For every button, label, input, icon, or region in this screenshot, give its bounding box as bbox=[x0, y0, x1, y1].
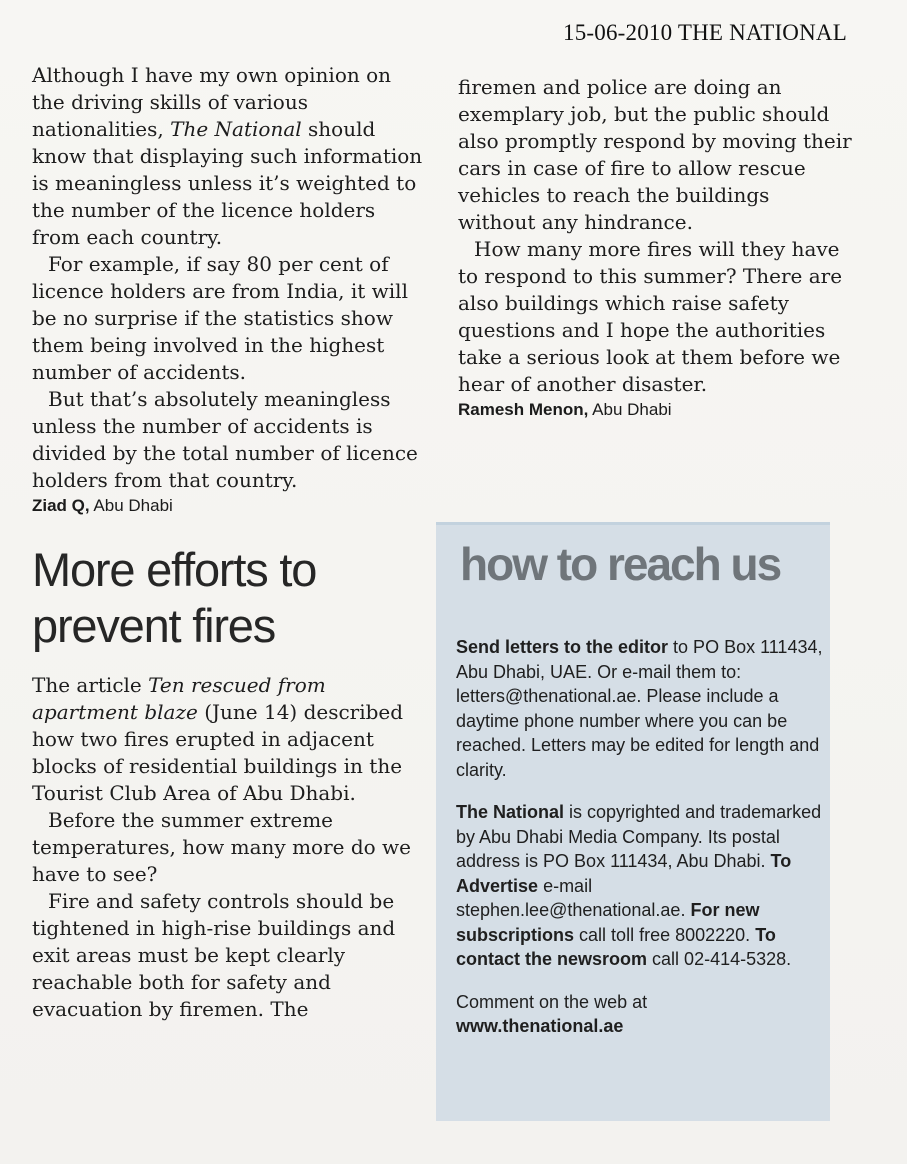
web-comment-line: Comment on the web at bbox=[456, 991, 648, 1012]
letter2-headline bbox=[32, 542, 424, 654]
subscriptions-bold: For new subscriptions bbox=[456, 900, 760, 945]
letter1-p1-italic: The National bbox=[170, 117, 302, 141]
subscriptions-text: call toll free 8002220. bbox=[579, 924, 751, 945]
date-source-stamp: 15-06-2010 THE NATIONAL bbox=[563, 20, 847, 45]
letter1-paragraph-2: For example, if say 80 per cent of licence holders are from India, it will be no surprise if the statistics show them being involved in the highest number of accidents. bbox=[32, 252, 408, 384]
copyright-info bbox=[456, 800, 824, 972]
letter2-p1-text-a: The article bbox=[32, 673, 142, 697]
national-text: is copyrighted and trademarked by Abu Dhabi Media Company. Its postal address is PO Box 111434, Abu Dhabi. bbox=[456, 802, 822, 871]
newsroom-bold: To contact the newsroom bbox=[456, 924, 776, 969]
headline-line-2: prevent fires bbox=[32, 599, 276, 652]
letter1-signature bbox=[32, 496, 424, 516]
box-body bbox=[456, 635, 824, 1039]
web-url-bold: www.thenational.ae bbox=[456, 1016, 624, 1036]
how-to-reach-us-box bbox=[436, 522, 830, 1121]
letter2-paragraph-2: Before the summer extreme temperatures, how many more do we have to see? bbox=[32, 808, 411, 886]
left-column bbox=[32, 62, 424, 1023]
letter2-paragraph-5: How many more fires will they have to respond to this summer? There are also buildings which raise safety questions and I hope the authorities take a serious look at them before we hear of another disaster. bbox=[458, 237, 843, 396]
letter1-paragraph-3: But that’s absolutely meaningless unless the number of accidents is divided by the total number of licence holders from that country. bbox=[32, 387, 418, 492]
letter2-author: Ramesh Menon, bbox=[458, 400, 589, 419]
letter2-paragraph-1 bbox=[32, 672, 424, 807]
national-bold: The National bbox=[456, 802, 565, 822]
newsroom-text: call 02-414-5328. bbox=[652, 949, 792, 969]
send-letters-bold: Send letters to the editor bbox=[456, 637, 669, 657]
letter2-location: Abu Dhabi bbox=[592, 400, 672, 419]
headline-line-1: More efforts to bbox=[32, 543, 317, 596]
advertise-bold: To Advertise bbox=[456, 851, 792, 896]
letter2-p1-text-b: (June 14) described how two fires erupted in adjacent blocks of residential buildings in the Tourist Club Area of Abu Dhabi. bbox=[32, 700, 404, 805]
letter1-location: Abu Dhabi bbox=[93, 496, 173, 515]
letter2-paragraph-4: firemen and police are doing an exemplary job, but the public should also promptly respond by moving their cars in case of fire to allow rescue vehicles to reach the buildings without any hindrance. bbox=[458, 75, 852, 234]
right-column bbox=[458, 74, 853, 420]
letter1-author: Ziad Q, bbox=[32, 496, 90, 515]
letter2-p1-italic: Ten rescued from apartment blaze bbox=[32, 673, 326, 724]
letter1-paragraph-1 bbox=[32, 62, 424, 251]
send-letters-info bbox=[456, 635, 824, 782]
letter2-signature bbox=[458, 400, 853, 420]
advertise-text: e-mail stephen.lee@thenational.ae. bbox=[456, 875, 686, 920]
letter1-p1-text-b: should know that displaying such information is meaningless unless it’s weighted to the number of the licence holders from each country. bbox=[32, 117, 423, 249]
letter1-p1-text-a: Although I have my own opinion on the driving skills of various nationalities, bbox=[32, 63, 392, 141]
letter2-paragraph-3: Fire and safety controls should be tightened in high-rise buildings and exit areas must be kept clearly reachable both for safety and evacuation by firemen. The bbox=[32, 889, 396, 1021]
send-letters-text: to PO Box 111434, Abu Dhabi, UAE. Or e-mail them to: letters@thenational.ae. Please include a daytime phone number where you can be reached. Letters may be edited for length and clarity. bbox=[456, 637, 823, 780]
web-url bbox=[456, 1014, 824, 1039]
box-title: how to reach us bbox=[460, 538, 781, 590]
